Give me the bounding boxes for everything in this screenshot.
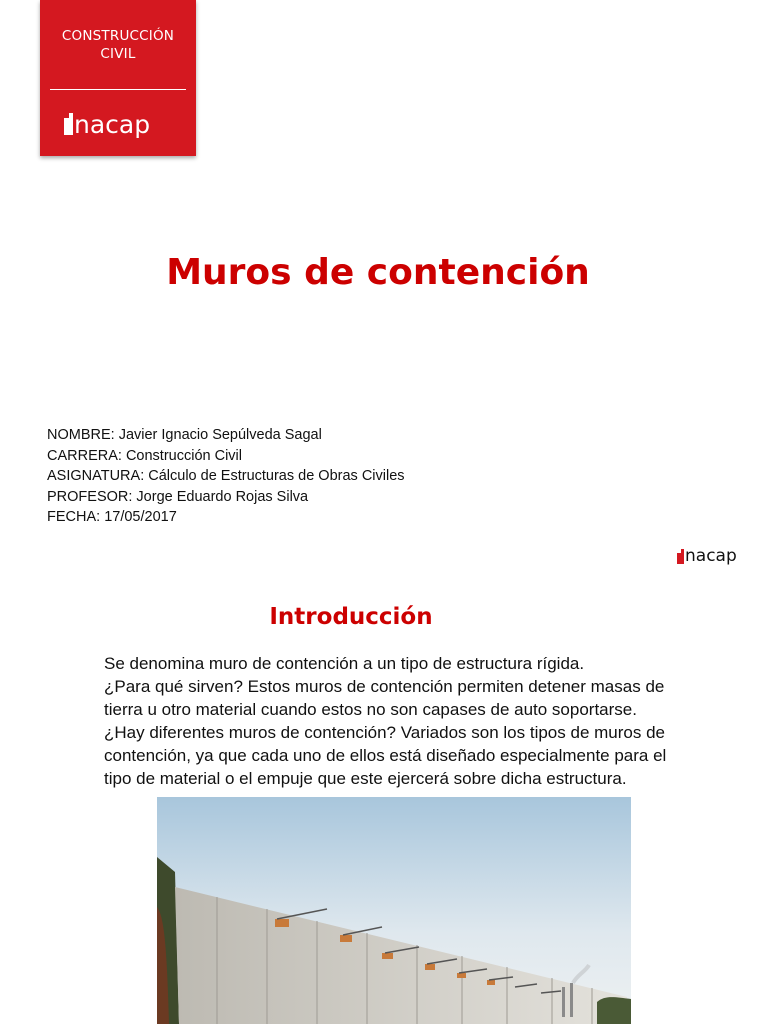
program-line-1: CONSTRUCCIÓN — [61, 28, 175, 44]
info-profesor: PROFESOR: Jorge Eduardo Rojas Silva — [47, 488, 309, 505]
inacap-i-icon — [677, 549, 684, 564]
info-fecha: FECHA: 17/05/2017 — [47, 509, 177, 525]
intro-paragraph: Se denomina muro de contención a un tipo de estructura rígida. — [104, 654, 585, 673]
intro-body — [104, 652, 694, 790]
inacap-i-icon — [64, 113, 73, 135]
program-name — [40, 27, 196, 63]
inacap-logo-page2 — [677, 545, 737, 567]
retaining-wall-photo — [157, 797, 631, 1024]
info-carrera: CARRERA: Construcción Civil — [47, 447, 242, 464]
retaining-wall-illustration — [157, 797, 631, 1024]
student-info — [47, 425, 405, 528]
info-nombre: NOMBRE: Javier Ignacio Sepúlveda Sagal — [47, 427, 322, 443]
intro-paragraph: ¿Para qué sirven? Estos muros de contención permiten detener masas de tierra u otro material cuando estos no son capases de auto soportarse. — [104, 677, 665, 719]
logo-wordmark: nacap — [685, 546, 737, 566]
program-line-2: CIVIL — [100, 46, 136, 62]
page-title: Muros de contención — [166, 252, 590, 293]
header-divider — [50, 89, 186, 90]
logo-wordmark: nacap — [74, 109, 151, 139]
inacap-logo-header — [64, 107, 150, 141]
section-heading-introduccion: Introducción — [269, 604, 433, 630]
info-asignatura: ASIGNATURA: Cálculo de Estructuras de Obras Civiles — [47, 468, 405, 484]
intro-paragraph: ¿Hay diferentes muros de contención? Variados son los tipos de muros de contención, ya que cada uno de ellos está diseñado especialmente para el tipo de material o el empuje que este ejercerá sobre dicha estructura. — [104, 723, 667, 788]
